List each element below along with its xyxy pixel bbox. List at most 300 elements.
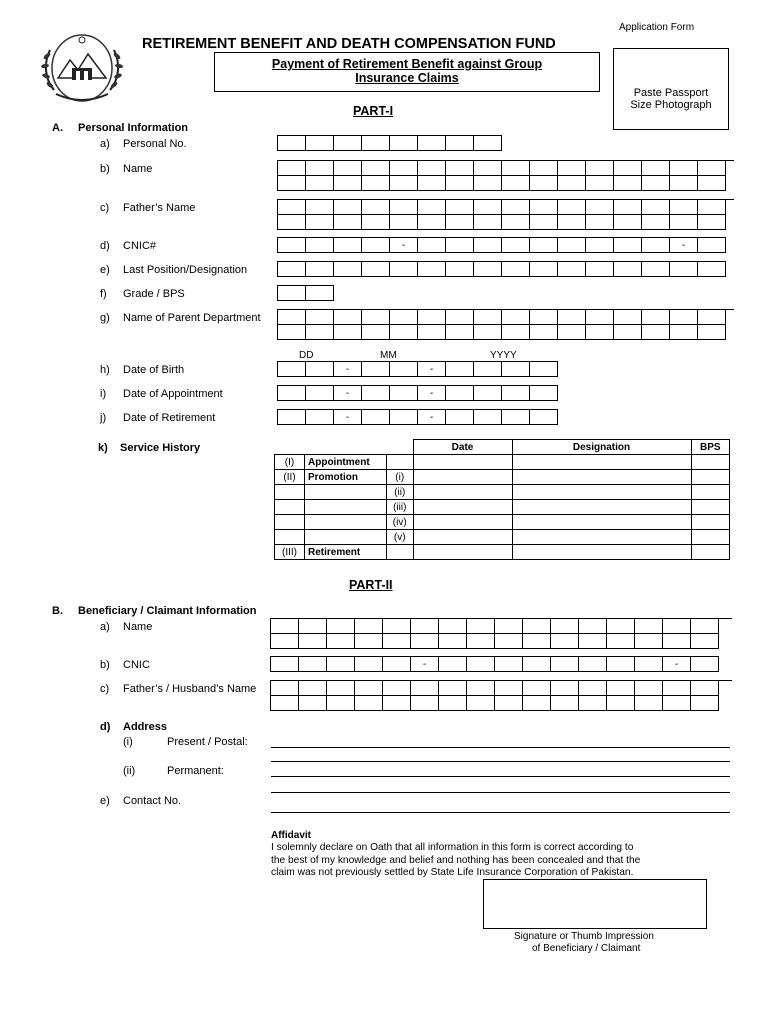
input-cell[interactable] (586, 262, 614, 277)
input-cell[interactable] (551, 657, 579, 672)
input-cell[interactable] (299, 657, 327, 672)
input-cell[interactable] (586, 238, 614, 253)
input-cell[interactable] (446, 161, 474, 176)
input-cell[interactable] (642, 176, 670, 191)
affidavit-line2: the best of my knowledge and belief and nothing has been concealed and that the (271, 855, 641, 866)
service-date-cell[interactable] (413, 515, 512, 530)
input-cell[interactable] (467, 634, 495, 649)
input-cell[interactable] (474, 176, 502, 191)
date-cell[interactable] (362, 362, 390, 377)
service-designation-cell[interactable] (512, 485, 691, 500)
input-cell[interactable] (495, 634, 523, 649)
input-cell[interactable] (334, 176, 362, 191)
input-cell[interactable] (551, 681, 579, 696)
input-cell[interactable] (586, 325, 614, 340)
input-cell[interactable] (579, 681, 607, 696)
input-cell[interactable] (334, 310, 362, 325)
input-cell[interactable] (614, 161, 642, 176)
input-cell[interactable] (334, 262, 362, 277)
service-bps-cell[interactable] (691, 515, 730, 530)
input-cell[interactable] (383, 681, 411, 696)
input-cell[interactable] (670, 215, 698, 230)
input-cell[interactable] (278, 286, 306, 301)
input-cell[interactable] (327, 634, 355, 649)
service-bps-cell[interactable] (691, 485, 730, 500)
input-cell[interactable] (523, 634, 551, 649)
input-cell[interactable] (418, 310, 446, 325)
input-cell[interactable] (334, 238, 362, 253)
input-cell[interactable] (642, 325, 670, 340)
input-cell[interactable] (663, 681, 691, 696)
input-cell[interactable] (663, 619, 691, 634)
input-cell[interactable] (299, 681, 327, 696)
input-cell[interactable] (390, 161, 418, 176)
grade-input[interactable] (277, 285, 334, 301)
input-cell[interactable] (663, 634, 691, 649)
input-cell[interactable] (390, 200, 418, 215)
yyyy-header: YYYY (490, 350, 517, 361)
date-cell[interactable] (390, 410, 418, 425)
date-cell[interactable] (278, 362, 306, 377)
input-cell[interactable] (467, 681, 495, 696)
input-cell[interactable] (306, 310, 334, 325)
input-cell[interactable] (271, 619, 299, 634)
service-date-cell[interactable] (413, 500, 512, 515)
input-cell[interactable] (579, 619, 607, 634)
input-cell[interactable] (334, 200, 362, 215)
input-cell[interactable] (642, 262, 670, 277)
input-cell[interactable] (306, 176, 334, 191)
input-cell[interactable] (642, 215, 670, 230)
input-cell[interactable] (607, 634, 635, 649)
input-cell[interactable] (635, 657, 663, 672)
claimant-cnic-input[interactable] (270, 656, 719, 672)
service-designation-cell[interactable] (512, 500, 691, 515)
input-cell[interactable] (362, 176, 390, 191)
date-cell[interactable] (502, 362, 530, 377)
service-row (275, 545, 730, 560)
input-cell[interactable] (663, 696, 691, 711)
date-cell[interactable] (474, 410, 502, 425)
input-cell[interactable] (306, 262, 334, 277)
input-cell[interactable] (390, 176, 418, 191)
input-cell[interactable] (614, 310, 642, 325)
input-cell[interactable] (334, 136, 362, 151)
service-designation-cell[interactable] (512, 470, 691, 485)
date-cell[interactable] (362, 410, 390, 425)
input-cell[interactable] (558, 215, 586, 230)
input-cell[interactable] (446, 238, 474, 253)
input-cell[interactable] (278, 238, 306, 253)
input-cell[interactable] (411, 619, 439, 634)
input-cell[interactable] (579, 657, 607, 672)
input-cell[interactable]: - (670, 238, 698, 253)
input-cell[interactable] (411, 696, 439, 711)
input-cell[interactable] (523, 681, 551, 696)
input-cell[interactable] (607, 696, 635, 711)
input-cell[interactable] (558, 262, 586, 277)
input-cell[interactable] (439, 619, 467, 634)
input-cell[interactable] (502, 161, 530, 176)
date-cell[interactable] (530, 386, 558, 401)
input-cell[interactable] (523, 696, 551, 711)
input-cell[interactable] (418, 136, 446, 151)
service-bps-cell[interactable] (691, 455, 730, 470)
input-cell[interactable] (418, 325, 446, 340)
input-cell[interactable] (418, 200, 446, 215)
date-cell[interactable] (530, 410, 558, 425)
name-input[interactable] (277, 160, 734, 191)
input-cell[interactable] (355, 619, 383, 634)
input-cell[interactable] (698, 176, 726, 191)
subtitle-line1: Payment of Retirement Benefit against Group (271, 57, 543, 71)
input-cell[interactable] (446, 325, 474, 340)
input-cell[interactable] (670, 325, 698, 340)
input-cell[interactable] (670, 310, 698, 325)
input-cell[interactable] (390, 310, 418, 325)
service-bps-cell[interactable] (691, 530, 730, 545)
input-cell[interactable] (355, 657, 383, 672)
service-bps-cell[interactable] (691, 545, 730, 560)
input-cell[interactable] (418, 161, 446, 176)
input-cell[interactable] (558, 325, 586, 340)
input-cell[interactable] (551, 696, 579, 711)
input-cell[interactable] (467, 619, 495, 634)
cnic-input[interactable] (277, 237, 726, 253)
input-cell[interactable] (439, 681, 467, 696)
input-cell[interactable] (327, 696, 355, 711)
input-cell[interactable] (670, 262, 698, 277)
input-cell[interactable] (411, 634, 439, 649)
service-date-cell[interactable] (413, 470, 512, 485)
designation-input[interactable] (277, 261, 726, 277)
input-cell[interactable] (327, 681, 355, 696)
service-bps-cell[interactable] (691, 500, 730, 515)
input-cell[interactable] (327, 657, 355, 672)
input-cell[interactable] (446, 136, 474, 151)
date-cell[interactable] (390, 386, 418, 401)
input-cell[interactable] (390, 325, 418, 340)
input-cell[interactable] (362, 325, 390, 340)
date-cell[interactable] (474, 362, 502, 377)
input-cell[interactable] (383, 619, 411, 634)
input-cell[interactable] (502, 262, 530, 277)
date-separator: - (334, 410, 362, 425)
input-cell[interactable] (642, 310, 670, 325)
input-cell[interactable] (523, 657, 551, 672)
input-cell[interactable] (698, 310, 726, 325)
input-cell[interactable] (355, 681, 383, 696)
retirement-date-input[interactable] (277, 409, 558, 425)
input-cell[interactable] (551, 619, 579, 634)
input-cell[interactable] (446, 310, 474, 325)
dob-input[interactable] (277, 361, 558, 377)
input-cell[interactable] (502, 215, 530, 230)
government-seal-logo (36, 30, 128, 106)
service-date-cell[interactable] (413, 485, 512, 500)
input-cell[interactable] (334, 215, 362, 230)
input-cell[interactable] (278, 161, 306, 176)
input-cell[interactable] (691, 619, 719, 634)
date-cell[interactable] (446, 386, 474, 401)
input-cell[interactable] (642, 200, 670, 215)
input-cell[interactable] (558, 310, 586, 325)
date-cell[interactable] (362, 386, 390, 401)
input-cell[interactable] (530, 238, 558, 253)
input-cell[interactable] (474, 262, 502, 277)
date-cell[interactable] (306, 362, 334, 377)
input-cell[interactable] (278, 215, 306, 230)
input-cell[interactable] (334, 161, 362, 176)
input-cell[interactable] (495, 619, 523, 634)
input-cell[interactable] (306, 136, 334, 151)
input-cell[interactable] (558, 176, 586, 191)
input-cell[interactable] (271, 634, 299, 649)
input-cell[interactable] (614, 200, 642, 215)
input-cell[interactable] (390, 262, 418, 277)
input-cell[interactable] (439, 696, 467, 711)
input-cell[interactable] (502, 200, 530, 215)
service-designation-cell[interactable] (512, 455, 691, 470)
input-cell[interactable] (418, 176, 446, 191)
input-cell[interactable] (383, 634, 411, 649)
input-cell[interactable] (635, 619, 663, 634)
input-cell[interactable] (474, 136, 502, 151)
input-cell[interactable] (607, 657, 635, 672)
input-cell[interactable] (502, 238, 530, 253)
photo-box[interactable] (613, 48, 729, 130)
input-cell[interactable] (670, 200, 698, 215)
input-cell[interactable] (271, 696, 299, 711)
input-cell[interactable] (614, 238, 642, 253)
input-cell[interactable] (642, 238, 670, 253)
input-cell[interactable] (614, 215, 642, 230)
input-cell[interactable] (299, 634, 327, 649)
input-cell[interactable] (698, 200, 726, 215)
input-cell[interactable] (278, 325, 306, 340)
personal-no-input[interactable] (277, 135, 502, 151)
father-husband-input[interactable] (270, 680, 732, 711)
input-cell[interactable] (607, 619, 635, 634)
input-cell[interactable]: - (390, 238, 418, 253)
service-date-cell[interactable] (413, 455, 512, 470)
input-cell[interactable] (474, 215, 502, 230)
date-cell[interactable] (502, 386, 530, 401)
appointment-date-input[interactable] (277, 385, 558, 401)
input-cell[interactable] (446, 262, 474, 277)
input-cell[interactable] (691, 696, 719, 711)
input-cell[interactable] (383, 657, 411, 672)
col-bps-header: BPS (691, 440, 730, 455)
department-input[interactable] (277, 309, 734, 340)
input-cell[interactable] (635, 634, 663, 649)
input-cell[interactable] (551, 634, 579, 649)
input-cell[interactable] (306, 286, 334, 301)
input-cell[interactable] (474, 325, 502, 340)
input-cell[interactable] (278, 176, 306, 191)
input-cell[interactable] (502, 310, 530, 325)
father-name-input[interactable] (277, 199, 734, 230)
input-cell[interactable] (355, 696, 383, 711)
input-cell[interactable] (530, 200, 558, 215)
input-cell[interactable] (299, 619, 327, 634)
date-cell[interactable] (530, 362, 558, 377)
signature-box[interactable] (483, 879, 707, 929)
date-cell[interactable] (390, 362, 418, 377)
input-cell[interactable] (271, 657, 299, 672)
input-cell[interactable] (446, 215, 474, 230)
service-roman (275, 515, 305, 530)
input-cell[interactable] (327, 619, 355, 634)
service-designation-cell[interactable] (512, 545, 691, 560)
input-cell[interactable] (614, 325, 642, 340)
input-cell[interactable] (362, 215, 390, 230)
claimant-name-input[interactable] (270, 618, 732, 649)
input-cell[interactable]: - (663, 657, 691, 672)
permanent-address-line2[interactable] (271, 792, 730, 793)
input-cell[interactable] (334, 325, 362, 340)
field-num: a) (100, 138, 110, 150)
date-cell[interactable] (502, 410, 530, 425)
date-cell[interactable] (278, 386, 306, 401)
input-cell[interactable] (306, 161, 334, 176)
input-cell[interactable] (502, 325, 530, 340)
contact-line[interactable] (271, 812, 730, 813)
input-cell[interactable] (523, 619, 551, 634)
input-cell[interactable] (306, 215, 334, 230)
input-cell[interactable] (446, 200, 474, 215)
input-cell[interactable] (691, 681, 719, 696)
input-cell[interactable] (670, 176, 698, 191)
input-cell[interactable] (278, 262, 306, 277)
permanent-address-line1[interactable] (271, 776, 730, 777)
input-cell[interactable] (362, 238, 390, 253)
date-cell[interactable] (306, 386, 334, 401)
input-cell[interactable] (306, 238, 334, 253)
input-cell[interactable] (698, 238, 726, 253)
input-cell[interactable] (558, 200, 586, 215)
input-cell[interactable] (558, 161, 586, 176)
input-cell[interactable] (278, 200, 306, 215)
input-cell[interactable] (474, 200, 502, 215)
input-cell[interactable] (614, 262, 642, 277)
input-cell[interactable] (586, 215, 614, 230)
input-cell[interactable] (383, 696, 411, 711)
input-cell[interactable] (418, 215, 446, 230)
input-cell[interactable] (698, 215, 726, 230)
input-cell[interactable] (530, 161, 558, 176)
input-cell[interactable] (495, 657, 523, 672)
input-cell[interactable] (579, 696, 607, 711)
present-address-line2[interactable] (271, 761, 730, 762)
input-cell[interactable] (439, 634, 467, 649)
service-label: Appointment (305, 455, 387, 470)
input-cell[interactable] (614, 176, 642, 191)
service-date-cell[interactable] (413, 530, 512, 545)
input-cell[interactable] (586, 200, 614, 215)
input-cell[interactable] (691, 634, 719, 649)
input-cell[interactable] (691, 657, 719, 672)
father-name-label: Father’s Name (123, 202, 196, 214)
date-cell[interactable] (278, 410, 306, 425)
input-cell[interactable] (278, 136, 306, 151)
input-cell[interactable] (698, 325, 726, 340)
input-cell[interactable] (530, 215, 558, 230)
service-designation-cell[interactable] (512, 530, 691, 545)
field-num: i) (100, 388, 107, 400)
input-cell[interactable] (586, 310, 614, 325)
input-cell[interactable] (362, 262, 390, 277)
present-address-line1[interactable] (271, 747, 730, 748)
input-cell[interactable] (495, 696, 523, 711)
input-cell[interactable] (411, 681, 439, 696)
input-cell[interactable] (362, 136, 390, 151)
service-bps-cell[interactable] (691, 470, 730, 485)
input-cell[interactable] (474, 161, 502, 176)
input-cell[interactable] (271, 681, 299, 696)
input-cell[interactable] (418, 262, 446, 277)
input-cell[interactable] (467, 696, 495, 711)
col-date-header: Date (413, 440, 512, 455)
input-cell[interactable] (446, 176, 474, 191)
input-cell[interactable] (579, 634, 607, 649)
date-cell[interactable] (446, 362, 474, 377)
service-sub: (i) (387, 470, 414, 485)
input-cell[interactable] (362, 200, 390, 215)
input-cell[interactable] (362, 310, 390, 325)
input-cell[interactable] (467, 657, 495, 672)
service-designation-cell[interactable] (512, 515, 691, 530)
date-cell[interactable] (474, 386, 502, 401)
input-cell[interactable] (362, 161, 390, 176)
input-cell[interactable] (474, 310, 502, 325)
input-cell[interactable] (502, 176, 530, 191)
input-cell[interactable] (418, 238, 446, 253)
input-cell[interactable] (558, 238, 586, 253)
input-cell[interactable] (635, 696, 663, 711)
input-cell[interactable] (530, 176, 558, 191)
service-history-table (274, 439, 730, 560)
input-cell[interactable] (698, 262, 726, 277)
date-cell[interactable] (306, 410, 334, 425)
input-cell[interactable] (306, 200, 334, 215)
input-cell[interactable] (355, 634, 383, 649)
input-cell[interactable] (635, 681, 663, 696)
input-cell[interactable] (530, 325, 558, 340)
input-cell[interactable] (495, 681, 523, 696)
input-cell[interactable] (530, 262, 558, 277)
input-cell[interactable] (390, 215, 418, 230)
input-cell[interactable] (698, 161, 726, 176)
input-cell[interactable] (278, 310, 306, 325)
service-row (275, 515, 730, 530)
input-cell[interactable]: - (411, 657, 439, 672)
input-cell[interactable] (439, 657, 467, 672)
input-cell[interactable] (607, 681, 635, 696)
input-cell[interactable] (670, 161, 698, 176)
input-cell[interactable] (299, 696, 327, 711)
date-cell[interactable] (446, 410, 474, 425)
input-cell[interactable] (306, 325, 334, 340)
input-cell[interactable] (530, 310, 558, 325)
input-cell[interactable] (390, 136, 418, 151)
input-cell[interactable] (586, 161, 614, 176)
input-cell[interactable] (586, 176, 614, 191)
service-history-title: Service History (120, 442, 201, 454)
input-cell[interactable] (642, 161, 670, 176)
input-cell[interactable] (474, 238, 502, 253)
service-date-cell[interactable] (413, 545, 512, 560)
